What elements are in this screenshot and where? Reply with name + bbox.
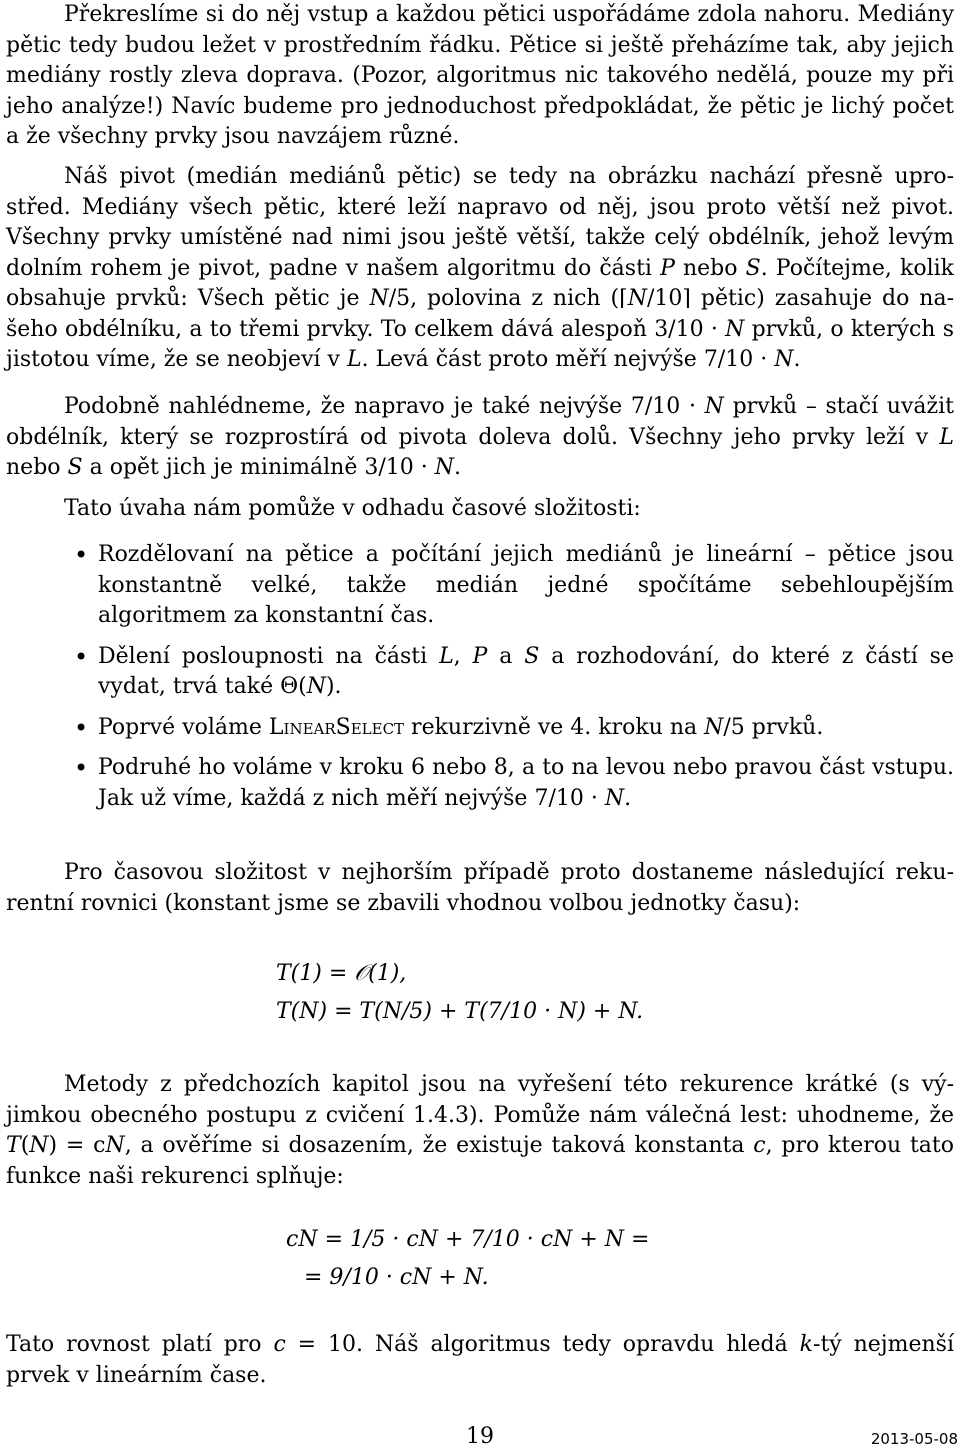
- b2-text-b: ,: [453, 643, 473, 669]
- equation-recurrence: T(N) = T(N/5) + T(7/10 · N) + N.: [276, 999, 644, 1024]
- p2-text-i: prvků, o kterých s jistotou víme, že se neobjeví v: [6, 316, 954, 372]
- b2-var-s: S: [524, 643, 540, 669]
- substitution-equations: [6, 1224, 954, 1294]
- p4-text: Tato úvaha nám pomůže v odhadu časové složitosti:: [64, 496, 641, 521]
- p2-text-c: . Počítejme, kolik obsahuje prvků: Všech pětic je: [6, 255, 954, 311]
- p5-text: Pro časovou složitost v nejhorším případě proto dostaneme následující rekurentní rovnici (konstant jsme se zbavili vhodnou volbou jednotky času):: [6, 860, 954, 916]
- p6-text-e: ) = c: [48, 1133, 106, 1158]
- p2-var-s: S: [745, 255, 761, 281]
- b3-text-a: Poprvé voláme: [98, 714, 269, 740]
- p7-var-c: c: [273, 1332, 286, 1357]
- p7-var-k: k: [799, 1332, 814, 1357]
- paragraph-1: [6, 0, 954, 153]
- b2-var-p: P: [472, 643, 488, 669]
- p2-var-n3: N: [725, 316, 745, 342]
- paragraph-7: [6, 1330, 954, 1391]
- b4-text-b: .: [624, 785, 632, 811]
- paragraph-2: [6, 162, 954, 376]
- p6-text-g: , a ověříme si dosazením, že existuje taková konstanta: [124, 1133, 754, 1158]
- p2-text-a: Náš pivot (medián mediánů pětic) se tedy na obrázku nachází přesně uprostřed. Mediány všech pětic, které leží napravo od něj, jsou proto větší než pivot. Všechny prvky umístěné nad nimi jsou ještě větší, takže celý obdélník, jehož levým dolním rohem je pivot, padne v našem algoritmu do části: [6, 164, 954, 281]
- p3-text-e: nebo: [6, 455, 68, 480]
- footer-date: 2013-05-08: [870, 1430, 958, 1448]
- paragraph-5: [6, 858, 954, 919]
- p3-var-l: L: [939, 424, 954, 450]
- p6-var-n1: N: [29, 1133, 49, 1158]
- p3-var-n1: N: [704, 394, 724, 419]
- b2-var-n: N: [306, 674, 326, 699]
- p6-text-c: (: [20, 1133, 30, 1158]
- p7-text-a: Tato rovnost platí pro: [6, 1332, 274, 1357]
- equation-substitution-1: cN = 1/5 · cN + 7/10 · cN + N =: [286, 1227, 650, 1252]
- p3-text-g: a opět jich je minimálně 3/10 ·: [82, 455, 435, 480]
- p3-text-a: Podobně nahlédneme, že napravo je také nejvýše 7/10 ·: [64, 394, 705, 419]
- b2-var-l: L: [439, 643, 454, 669]
- p3-var-s: S: [67, 455, 83, 480]
- equation-substitution-2: = 9/10 · cN + N.: [304, 1265, 489, 1290]
- p6-var-n2: N: [105, 1133, 125, 1158]
- p6-text-i: , pro kterou tato funkce naši rekurenci splňuje:: [6, 1133, 955, 1189]
- bullet-item-3: [98, 713, 954, 744]
- p6-text-a: Metody z předchozích kapitol jsou na vyřešení této rekurence krátké (s výjimkou obecného postupu z cvičení 1.4.3). Pomůže nám válečná lest: uhodneme, že: [6, 1072, 954, 1128]
- b2-text-a: Dělení posloupnosti na části: [98, 643, 440, 669]
- paragraph-3: [6, 392, 954, 484]
- bullet-item-2: [98, 642, 954, 703]
- b3-text-b: rekurzivně ve 4. kroku na: [404, 714, 705, 740]
- p2-var-p: P: [660, 255, 675, 281]
- p3-text-c: prvků – stačí uvážit obdélník, který se rozprostírá od pivota doleva dolů. Všechny jeho prvky leží v: [6, 394, 954, 450]
- bullet-item-1: [98, 540, 954, 632]
- recurrence-equations: [6, 958, 954, 1028]
- paragraph-1-text: Překreslíme si do něj vstup a každou pětici uspořádáme zdola nahoru. Mediány pětic tedy budou ležet v prostředním řádku. Pětice si ještě přeházíme tak, aby jejich mediány rostly zleva doprava. (Pozor, algoritmus nic takového nedělá, pouze my při jeho analýze!) Navíc budeme pro jednoduchost předpokládat, že pětic je lichý počet a že všechny prvky jsou navzájem různé.: [6, 2, 954, 149]
- p7-text-e: -tý nejmenší prvek v lineárním čase.: [6, 1332, 955, 1388]
- page-footer: [0, 1424, 960, 1448]
- p2-var-n4: N: [774, 347, 794, 372]
- p2-var-l: L: [346, 347, 362, 372]
- p2-text-m: .: [793, 347, 801, 372]
- paragraph-6: [6, 1070, 954, 1192]
- b2-text-d: a rozhodování, do které z částí se vydat, trvá také Θ(: [98, 643, 954, 699]
- p2-text-g: /10⌉ pětic) zasahuje do našeho obdélníku, a to třemi prvky. To celkem dává alespoň 3/10 ·: [6, 286, 955, 342]
- b3-algorithm-name: LinearSelect: [268, 714, 405, 740]
- paragraph-4: [6, 494, 954, 525]
- b2-text-e: ).: [325, 674, 342, 699]
- bullet-item-4: [98, 753, 954, 814]
- p6-var-t: T: [6, 1133, 21, 1158]
- p2-text-e: /5, polovina z nich (⌈: [388, 286, 628, 311]
- equation-base-case: T(1) = 𝒪(1),: [276, 961, 407, 986]
- b2-text-c: a: [487, 643, 525, 669]
- p2-var-n1: N: [369, 286, 389, 311]
- p3-text-i: .: [453, 455, 461, 480]
- bullet-1-text: Rozdělovaní na pětice a počítání jejich mediánů je lineární – pětice jsou konstantně velké, takže medián jedné spočítáme sebehloupějším algoritmem za konstantní čas.: [98, 542, 954, 628]
- b3-var-n: N: [704, 714, 724, 740]
- bullet-list: [6, 540, 954, 814]
- p3-var-n2: N: [434, 455, 454, 480]
- p2-text-b: nebo: [674, 255, 746, 281]
- p6-var-c: c: [753, 1133, 766, 1158]
- b4-text-a: Podruhé ho voláme v kroku 6 nebo 8, a to na levou nebo pravou část vstupu. Jak už víme, každá z nich měří nejvýše 7/10 ·: [98, 755, 954, 811]
- p2-text-k: . Levá část proto měří nejvýše 7/10 ·: [361, 347, 775, 372]
- p2-var-n2: N: [627, 286, 647, 311]
- page-number: 19: [466, 1424, 494, 1449]
- p7-text-c: = 10. Náš algoritmus tedy opravdu hledá: [285, 1332, 800, 1357]
- b4-var-n: N: [604, 785, 625, 811]
- b3-text-c: /5 prvků.: [723, 714, 824, 740]
